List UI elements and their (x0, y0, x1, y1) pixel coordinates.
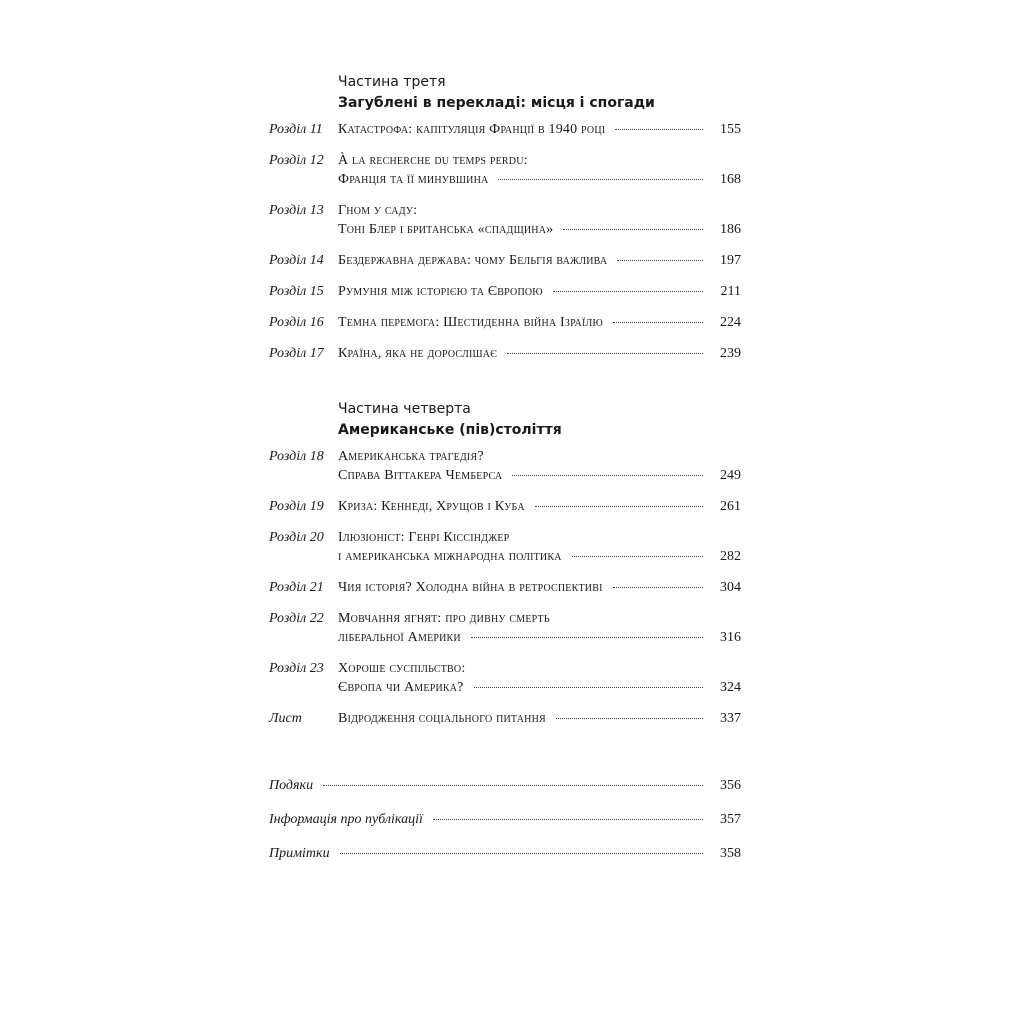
toc-entry-chapter-16[interactable] (269, 313, 741, 332)
part-heading-4 (338, 399, 741, 441)
dot-leader (340, 853, 703, 854)
chapter-title: Бездержавна держава: чому Бельгія важлива (338, 253, 608, 268)
chapter-number: Розділ 13 (269, 203, 324, 218)
page-number: 197 (720, 253, 741, 268)
back-matter-label: Примітки (269, 846, 330, 861)
chapter-number: Розділ 15 (269, 284, 324, 299)
part-label: Частина четверта (338, 401, 471, 417)
back-matter-label: Подяки (269, 778, 314, 793)
chapter-title: Катастрофа: капітуляція Франції в 1940 році (338, 122, 606, 137)
chapter-number: Розділ 16 (269, 315, 324, 330)
toc-entry-letter[interactable] (269, 709, 741, 728)
dot-leader (535, 506, 703, 507)
page-number: 211 (720, 284, 741, 299)
part-title: Американське (пів)століття (338, 422, 562, 438)
page-number: 358 (720, 846, 741, 861)
dot-leader (613, 587, 703, 588)
chapter-title: Румунія між історією та Європою (338, 284, 543, 299)
toc-entry-chapter-12[interactable] (269, 151, 741, 189)
toc-entry-chapter-14[interactable] (269, 251, 741, 270)
toc-entry-notes[interactable] (269, 844, 741, 863)
chapter-title-line: Мовчання ягнят: про дивну смерть (338, 611, 550, 626)
chapter-title: Криза: Кеннеді, Хрущов і Куба (338, 499, 525, 514)
chapter-title-line: Ілюзіоніст: Генрі Кіссінджер (338, 530, 510, 545)
part-heading-3 (338, 72, 741, 114)
toc-entry-chapter-21[interactable] (269, 578, 741, 597)
dot-leader (556, 718, 703, 719)
chapter-title-line: À la recherche du temps perdu: (338, 153, 528, 168)
toc-entry-acknowledgements[interactable] (269, 776, 741, 795)
chapter-number: Розділ 14 (269, 253, 324, 268)
toc-entry-chapter-23[interactable] (269, 659, 741, 697)
chapter-title: Відродження соціального питання (338, 711, 546, 726)
chapter-title-line: Європа чи Америка? (338, 680, 464, 695)
part-title: Загублені в перекладі: місця і спогади (338, 95, 655, 111)
chapter-title-line: Франція та її минувшина (338, 172, 489, 187)
toc-entry-chapter-11[interactable] (269, 120, 741, 139)
chapter-number: Розділ 23 (269, 661, 324, 676)
page-number: 304 (720, 580, 741, 595)
chapter-title: Чия історія? Холодна війна в ретроспективі (338, 580, 603, 595)
page-number: 239 (720, 346, 741, 361)
dot-leader (563, 229, 703, 230)
page-number: 155 (720, 122, 741, 137)
back-matter-label: Інформація про публікації (269, 812, 423, 827)
toc-entry-chapter-19[interactable] (269, 497, 741, 516)
chapter-number: Розділ 21 (269, 580, 324, 595)
chapter-title-line: Гном у саду: (338, 203, 418, 218)
part-3-entries (269, 120, 741, 363)
dot-leader (512, 475, 703, 476)
dot-leader (507, 353, 703, 354)
toc-entry-chapter-17[interactable] (269, 344, 741, 363)
chapter-title-line: Справа Віттакера Чемберса (338, 468, 503, 483)
page-number: 337 (720, 711, 741, 726)
toc-entry-publication-info[interactable] (269, 810, 741, 829)
toc-entry-chapter-18[interactable] (269, 447, 741, 485)
toc-entry-chapter-20[interactable] (269, 528, 741, 566)
dot-leader (471, 637, 703, 638)
part-label: Частина третя (338, 74, 446, 90)
dot-leader (613, 322, 703, 323)
toc-entry-chapter-22[interactable] (269, 609, 741, 647)
back-matter (269, 776, 741, 863)
page-number: 316 (720, 630, 741, 645)
chapter-number: Розділ 22 (269, 611, 324, 626)
page-number: 261 (720, 499, 741, 514)
part-4-entries (269, 447, 741, 728)
page-number: 356 (720, 778, 741, 793)
dot-leader (474, 687, 703, 688)
page-number: 168 (720, 172, 741, 187)
dot-leader (617, 260, 703, 261)
chapter-number: Розділ 12 (269, 153, 324, 168)
dot-leader (553, 291, 703, 292)
table-of-contents (269, 72, 741, 863)
chapter-number: Розділ 19 (269, 499, 324, 514)
page-number: 282 (720, 549, 741, 564)
dot-leader (572, 556, 703, 557)
chapter-title-line: ліберальної Америки (338, 630, 461, 645)
chapter-title-line: і американська міжнародна політика (338, 549, 562, 564)
page-number: 186 (720, 222, 741, 237)
chapter-title: Темна перемога: Шестиденна війна Ізраїлю (338, 315, 603, 330)
page-number: 249 (720, 468, 741, 483)
dot-leader (498, 179, 703, 180)
toc-entry-chapter-15[interactable] (269, 282, 741, 301)
chapter-title: Країна, яка не дорослішає (338, 346, 498, 361)
chapter-number: Лист (269, 711, 302, 726)
chapter-number: Розділ 18 (269, 449, 324, 464)
toc-entry-chapter-13[interactable] (269, 201, 741, 239)
chapter-number: Розділ 17 (269, 346, 324, 361)
page-number: 324 (720, 680, 741, 695)
dot-leader (323, 785, 703, 786)
chapter-title-line: Американська трагедія? (338, 449, 484, 464)
chapter-title-line: Хороше суспільство: (338, 661, 466, 676)
chapter-title-line: Тоні Блер і британська «спадщина» (338, 222, 554, 237)
chapter-number: Розділ 20 (269, 530, 324, 545)
page-number: 357 (720, 812, 741, 827)
chapter-number: Розділ 11 (269, 122, 323, 137)
page-number: 224 (720, 315, 741, 330)
dot-leader (433, 819, 703, 820)
dot-leader (615, 129, 703, 130)
